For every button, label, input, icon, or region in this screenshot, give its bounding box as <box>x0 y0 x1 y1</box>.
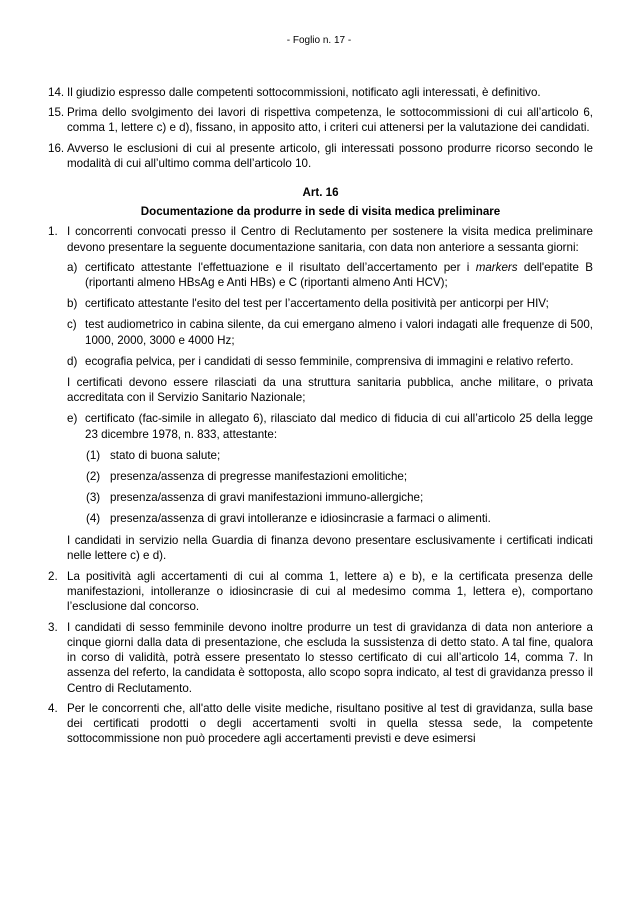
item-number: 16. <box>48 141 65 155</box>
list-item-1 <box>48 224 593 254</box>
nested-text: presenza/assenza di gravi manifestazioni immuno-allergiche; <box>110 491 424 505</box>
item-number: 15. <box>48 106 65 120</box>
nested-item <box>86 448 593 463</box>
item-text: Per le concorrenti che, all'atto delle visite mediche, risultano positive al test di gravidanza, sulla base dei certificati prodotti o degli accertamenti svolti in quella stessa sede, la competente sottocommissione non può procedere agli accertamenti previsti e deve esimersi <box>67 701 593 746</box>
page-header: - Foglio n. 17 - <box>286 35 352 46</box>
sub-label: d) <box>67 354 78 368</box>
sub-text <box>85 260 593 290</box>
sub-text-part: certificato attestante l'effettuazione e il risultato dell’accertamento per i <box>85 260 476 274</box>
list-item-4 <box>48 701 593 747</box>
document-body <box>48 85 593 751</box>
item-number: 4. <box>48 701 58 715</box>
item-text: Avverso le esclusioni di cui al presente articolo, gli interessati possono produrre ricorso secondo le modalità di cui all’ultimo comma dell’articolo 10. <box>67 141 593 170</box>
sublist <box>48 260 593 369</box>
nested-label: (2) <box>86 470 101 484</box>
nested-label: (1) <box>86 448 101 462</box>
gdf-paragraph: I candidati in servizio nella Guardia di finanza devono presentare esclusivamente i certificati indicati nelle lettere c) e d). <box>67 533 593 562</box>
certificates-paragraph: I certificati devono essere rilasciati da una struttura sanitaria pubblica, anche militare, o privata accreditata con il Servizio Sanitario Nazionale; <box>67 376 593 405</box>
sub-item-d <box>67 354 593 369</box>
list-item-15 <box>48 105 593 135</box>
sub-text: test audiometrico in cabina silente, da cui emergano almeno i valori indagati alle frequenze di 500, 1000, 2000, 3000 e 4000 Hz; <box>85 318 593 347</box>
list-item-2 <box>48 569 593 615</box>
nested-text: presenza/assenza di pregresse manifestazioni emolitiche; <box>110 470 408 484</box>
item-text: I candidati di sesso femminile devono inoltre produrre un test di gravidanza di data non anteriore a cinque giorni dalla data di presentazione, che escluda la sussistenza di detto stato. A tal fine, qualora in corso di validità, potrà essere presentato lo stesso certificato di cui all’articolo 14, comma 7. In assenza del referto, la candidata è sottoposta, allo scopo sopra indicato, al test di gravidanza presso il Centro di Reclutamento. <box>67 620 593 695</box>
nested-item <box>86 469 593 484</box>
item-text: I concorrenti convocati presso il Centro di Reclutamento per sostenere la visita medica preliminare devono presentare la seguente documentazione sanitaria, con data non anteriore a sessanta giorni: <box>67 225 593 254</box>
sub-label: c) <box>67 318 77 332</box>
list-item-16 <box>48 141 593 171</box>
sub-label: e) <box>67 412 78 426</box>
sublist-e <box>48 411 593 441</box>
item-number: 3. <box>48 620 58 634</box>
sub-label: b) <box>67 297 78 311</box>
item-text: La positività agli accertamenti di cui al comma 1, lettere a) e b), e la certificata presenza delle manifestazioni, intolleranze o idiosincrasie di cui al medesimo comma 1, lettera e), comportano l’esclusione dal concorso. <box>67 570 593 614</box>
markers-term: markers <box>475 260 518 274</box>
sub-item-c <box>67 317 593 347</box>
nested-label: (4) <box>86 512 101 526</box>
sub-text: ecografia pelvica, per i candidati di sesso femminile, comprensiva di immagini e relativo referto. <box>85 354 574 368</box>
item-number: 1. <box>48 225 58 239</box>
sub-item-e <box>67 411 593 441</box>
item-text: Il giudizio espresso dalle competenti sottocommissioni, notificato agli interessati, è definitivo. <box>67 86 541 99</box>
sub-item-b <box>67 296 593 311</box>
nested-label: (3) <box>86 491 101 505</box>
nested-list <box>48 448 593 527</box>
nested-text: stato di buona salute; <box>110 448 221 462</box>
sub-item-a <box>67 260 593 290</box>
list-item-3 <box>48 620 593 696</box>
nested-item <box>86 490 593 505</box>
sub-text: certificato attestante l'esito del test per l’accertamento della positività per anticorpi per HIV; <box>85 297 549 311</box>
article-title: Art. 16 <box>302 186 339 200</box>
nested-text: presenza/assenza di gravi intolleranze e idiosincrasie a farmaci o alimenti. <box>110 512 491 526</box>
list-item-14 <box>48 85 593 100</box>
item-text: Prima dello svolgimento dei lavori di rispettiva competenza, le sottocommissioni di cui all’articolo 6, comma 1, lettere c) e d), fissano, in apposito atto, i criteri cui attenersi per la valutazione dei candidati. <box>67 106 593 135</box>
article-subtitle: Documentazione da produrre in sede di visita medica preliminare <box>140 205 501 219</box>
item-number: 2. <box>48 570 58 584</box>
sub-text: certificato (fac-simile in allegato 6), rilasciato dal medico di fiducia di cui all’articolo 25 della legge 23 dicembre 1978, n. 833, attestante: <box>85 412 593 441</box>
sub-text-part: dell'epatite B (riportanti almeno HBsAg e Anti HBs) e C (riportanti almeno Anti HCV); <box>85 260 594 290</box>
sub-label: a) <box>67 260 78 274</box>
item-number: 14. <box>48 86 65 99</box>
nested-item <box>86 511 593 526</box>
